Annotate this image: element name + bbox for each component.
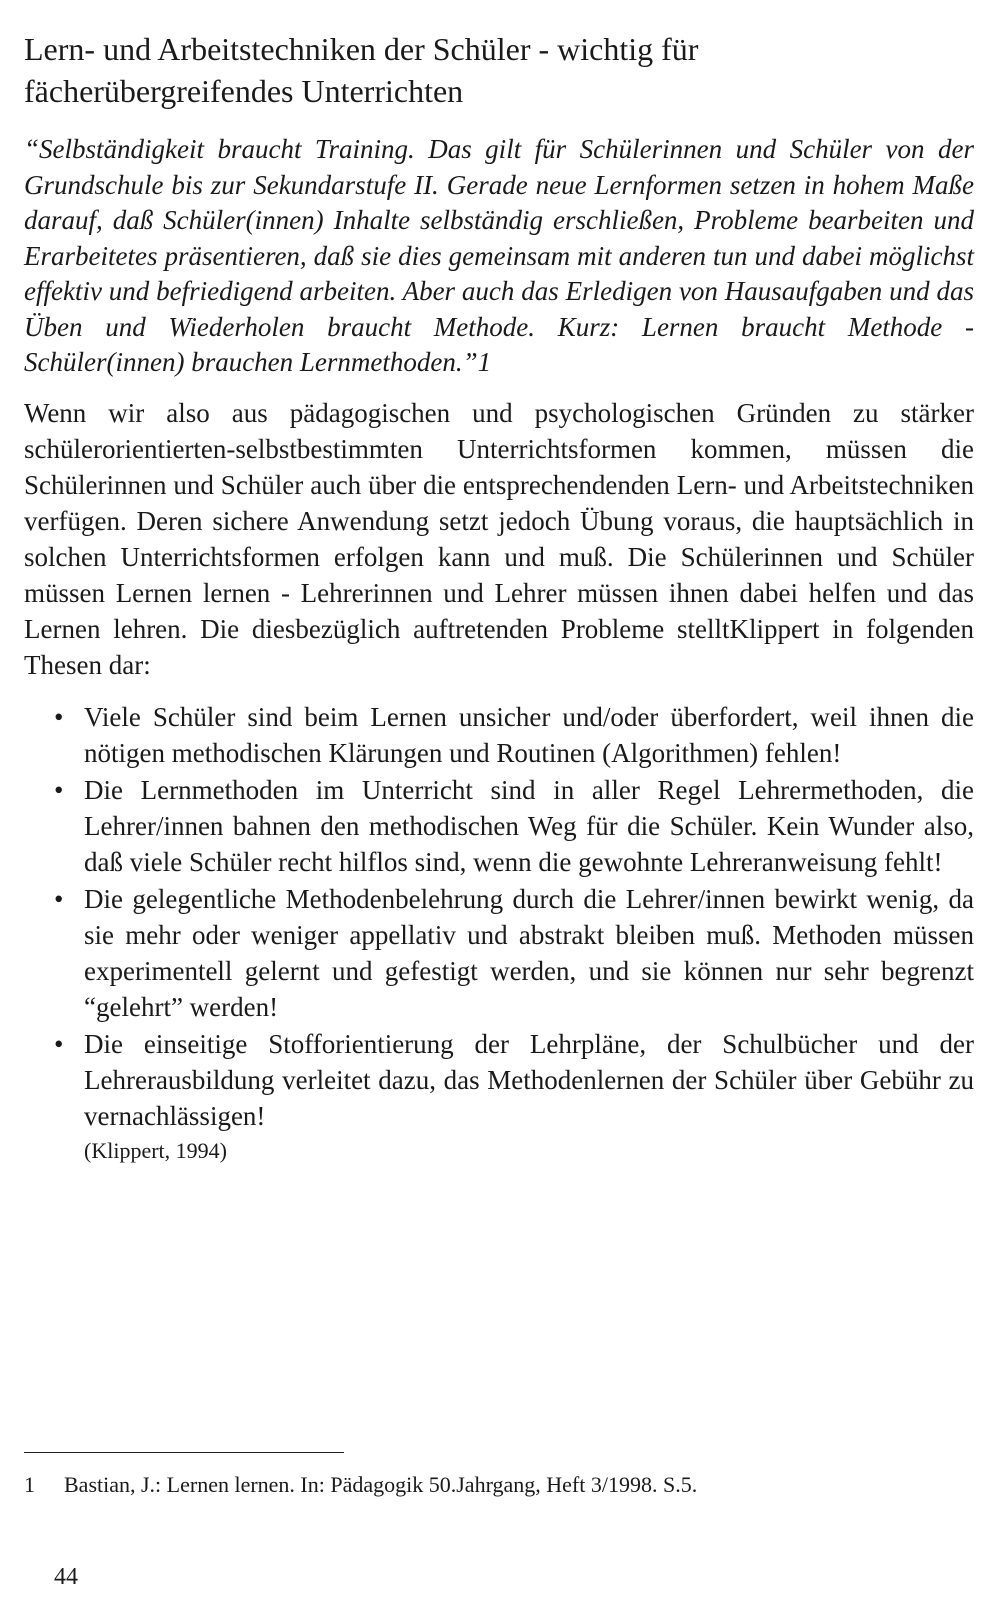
body-paragraph: Wenn wir also aus pädagogischen und psychologischen Gründen zu stärker schülerorientierten-selbstbestimmten Unterrichtsformen kommen, müssen die Schülerinnen und Schüler auch über die entsprechendenden Lern- und Arbeitstechniken verfügen. Deren sichere Anwendung setzt jedoch Übung voraus, die hauptsächlich in solchen Unterrichtsformen erfolgen kann und muß. Die Schülerinnen und Schüler müssen Lernen lernen - Lehrerinnen und Lehrer müssen ihnen dabei helfen und das Lernen lehren. Die diesbezüglich auftretenden Probleme stelltKlippert in folgenden Thesen dar: bbox=[24, 397, 974, 680]
theses-citation: (Klippert, 1994) bbox=[84, 1137, 227, 1163]
page-number: 44 bbox=[54, 1564, 78, 1590]
thesis-text: Die gelegentliche Methodenbelehrung durch die Lehrer/innen bewirkt wenig, da sie mehr oder weniger appellativ und abstrakt bleiben muß. Methoden müssen experimentell gelernt und gefestigt werden, und sie können nur sehr begrenzt “gelehrt” werden! bbox=[84, 883, 974, 1022]
thesis-text: Viele Schüler sind beim Lernen unsicher und/oder überfordert, weil ihnen die nötigen methodischen Klärungen und Routinen (Algorithmen) fehlen! bbox=[84, 701, 974, 768]
thesis-item bbox=[24, 881, 974, 1025]
thesis-item bbox=[24, 1026, 974, 1134]
bullet-icon: • bbox=[54, 701, 64, 732]
thesis-text: Die einseitige Stofforientierung der Lehrpläne, der Schulbücher und der Lehrerausbildung verleitet dazu, das Methodenlernen der Schüler über Gebühr zu vernachlässigen! bbox=[84, 1028, 974, 1131]
page-content bbox=[24, 28, 974, 1166]
thesis-text: Die Lernmethoden im Unterricht sind in aller Regel Lehrermethoden, die Lehrer/innen bahnen den methodischen Weg für die Schüler. Kein Wunder also, daß viele Schüler recht hilflos sind, wenn die gewohnte Lehreranweisung fehlt! bbox=[84, 774, 974, 877]
footnote bbox=[24, 1470, 974, 1500]
thesis-item bbox=[24, 772, 974, 880]
bullet-icon: • bbox=[54, 883, 64, 914]
thesis-item bbox=[24, 699, 974, 771]
theses-list bbox=[24, 699, 974, 1134]
footnote-number: 1 bbox=[24, 1472, 35, 1497]
footnote-text: Bastian, J.: Lernen lernen. In: Pädagogik 50.Jahrgang, Heft 3/1998. S.5. bbox=[64, 1472, 698, 1497]
footnote-divider bbox=[24, 1452, 344, 1453]
page-title: Lern- und Arbeitstechniken der Schüler - wichtig für fächerübergreifendes Unterrichten bbox=[24, 31, 699, 109]
epigraph-quote: “Selbständigkeit braucht Training. Das gilt für Schülerinnen und Schüler von der Grundschule bis zur Sekundarstufe II. Gerade neue Lernformen setzen in hohem Maße darauf, daß Schüler(innen) Inhalte selbständig erschließen, Probleme bearbeiten und Erarbeitetes präsentieren, daß sie dies gemeinsam mit anderen tun und dabei möglichst effektiv und befriedigend arbeiten. Aber auch das Erledigen von Hausaufgaben und das Üben und Wiederholen braucht Methode. Kurz: Lernen braucht Methode - Schüler(innen) brauchen Lernmethoden.”1 bbox=[24, 134, 974, 377]
bullet-icon: • bbox=[54, 774, 64, 805]
bullet-icon: • bbox=[54, 1028, 64, 1059]
